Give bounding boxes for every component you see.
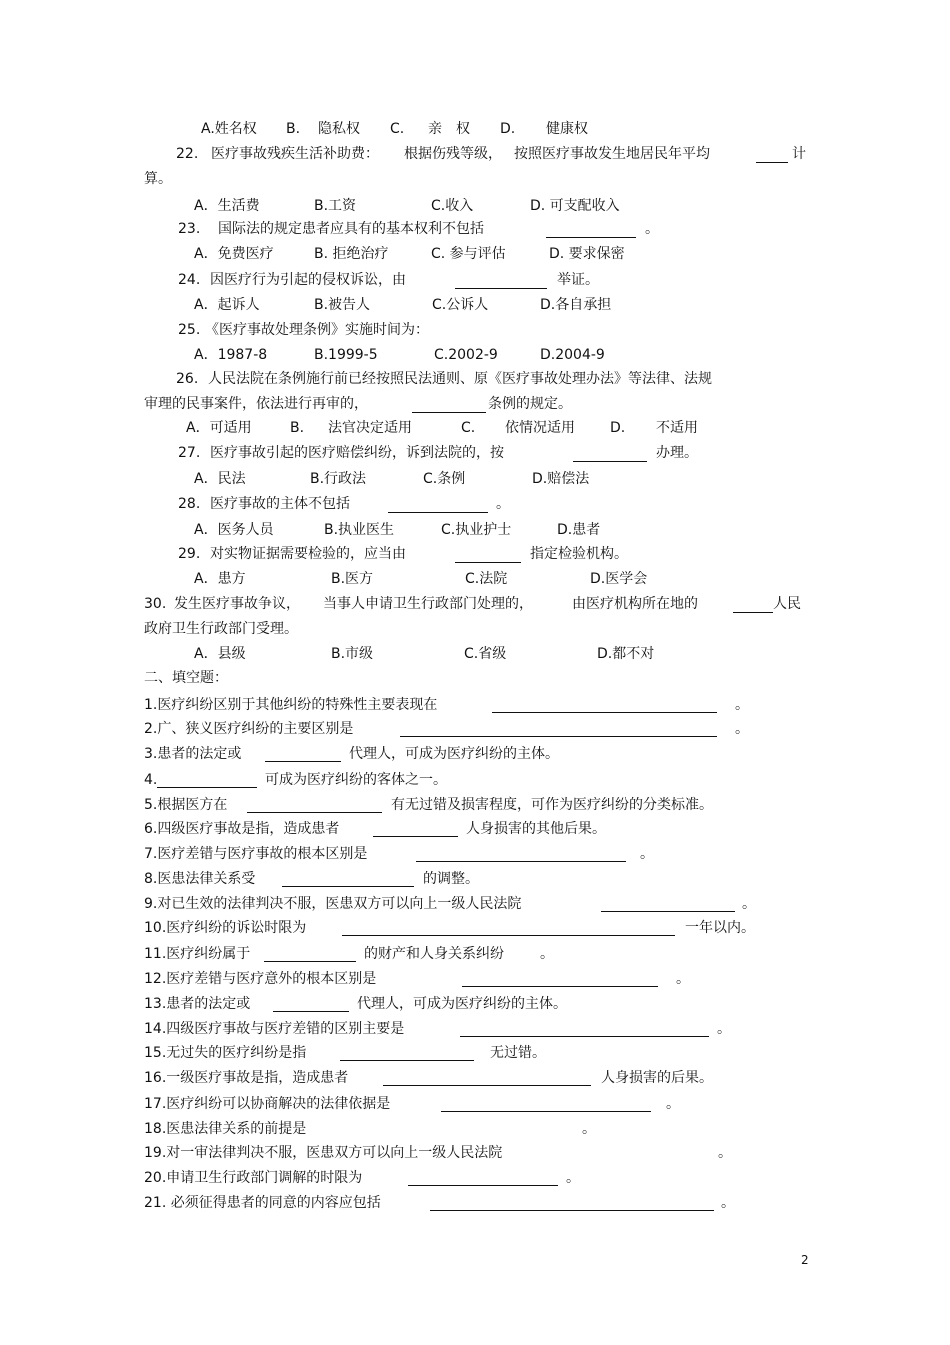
q25-option-b: B.1999-5 bbox=[314, 347, 378, 363]
q28-blank bbox=[388, 512, 488, 513]
q30-option-c: C.省级 bbox=[464, 646, 507, 662]
q28-option-b: B.执业医生 bbox=[324, 522, 395, 538]
fill-12-blank bbox=[462, 986, 658, 987]
fill-17-text: 17.医疗纠纷可以协商解决的法律依据是 bbox=[144, 1096, 391, 1112]
q26-option-d: 不适用 bbox=[656, 420, 698, 436]
q21-option-a: A.姓名权 bbox=[201, 121, 257, 137]
q27-option-b: B.行政法 bbox=[310, 471, 367, 487]
fill-21-text: 21. 必须征得患者的同意的内容应包括 bbox=[144, 1195, 381, 1211]
q25-text: 《医疗事故处理条例》实施时间为： bbox=[205, 322, 429, 338]
q28-option-a: A．医务人员 bbox=[194, 522, 274, 538]
q24-blank bbox=[455, 288, 547, 289]
q22-blank bbox=[756, 162, 788, 163]
fill-10-end: 一年以内。 bbox=[685, 920, 755, 936]
fill-7-blank bbox=[416, 861, 626, 862]
fill-10-blank bbox=[342, 935, 675, 936]
fill-2-text: 2.广、狭义医疗纠纷的主要区别是 bbox=[144, 721, 354, 737]
q21-option-d-label: D. bbox=[500, 121, 516, 137]
fill-13-blank bbox=[273, 1011, 349, 1012]
fill-21-blank bbox=[430, 1210, 714, 1211]
q29-end: 指定检验机构。 bbox=[530, 546, 628, 562]
q30-text-c: 由医疗机构所在地的 bbox=[572, 596, 698, 612]
q23-option-a: A．免费医疗 bbox=[194, 246, 274, 262]
q28-end: 。 bbox=[496, 496, 510, 512]
q30-text-d: 人民 bbox=[773, 596, 801, 612]
q30-number: 30. bbox=[144, 596, 167, 612]
q26-option-b-label: B. bbox=[290, 420, 305, 436]
q23-option-b: B. 拒绝治疗 bbox=[314, 246, 389, 262]
fill-6-text: 6.四级医疗事故是指，造成患者 bbox=[144, 821, 340, 837]
q22-text-b: 根据伤残等级， bbox=[404, 146, 502, 162]
q29-option-d: D.医学会 bbox=[590, 571, 648, 587]
fill-16-text: 16.一级医疗事故是指，造成患者 bbox=[144, 1070, 349, 1086]
fill-19-text: 19.对一审法律判决不服，医患双方可以向上一级人民法院 bbox=[144, 1145, 503, 1161]
fill-5-end: 有无过错及损害程度，可作为医疗纠纷的分类标准。 bbox=[391, 797, 713, 813]
q26-option-c-label: C. bbox=[461, 420, 476, 436]
fill-10-text: 10.医疗纠纷的诉讼时限为 bbox=[144, 920, 307, 936]
q30-blank bbox=[733, 612, 773, 613]
q27-end: 办理。 bbox=[656, 445, 698, 461]
fill-1-end: 。 bbox=[735, 697, 749, 713]
fill-9-blank bbox=[601, 911, 735, 912]
q23-number: 23. bbox=[178, 221, 201, 237]
q28-option-c: C.执业护士 bbox=[441, 522, 512, 538]
q22-option-b: B.工资 bbox=[314, 198, 357, 214]
fill-15-blank bbox=[340, 1060, 474, 1061]
q22-text-d: 计 bbox=[792, 146, 806, 162]
q28-number: 28. bbox=[178, 496, 201, 512]
fill-20-blank bbox=[408, 1185, 558, 1186]
q29-text: 对实物证据需要检验的，应当由 bbox=[210, 546, 406, 562]
q24-option-a: A．起诉人 bbox=[194, 297, 260, 313]
q28-option-d: D.患者 bbox=[557, 522, 601, 538]
fill-16-end: 人身损害的后果。 bbox=[601, 1070, 713, 1086]
fill-18-end: 。 bbox=[582, 1121, 596, 1137]
q22-text-e: 算。 bbox=[144, 171, 172, 187]
q26-option-c: 依情况适用 bbox=[505, 420, 575, 436]
fill-2-blank bbox=[400, 736, 717, 737]
fill-11-blank bbox=[264, 961, 356, 962]
fill-19-end: 。 bbox=[718, 1145, 732, 1161]
fill-20-end: 。 bbox=[566, 1170, 580, 1186]
fill-3-blank bbox=[265, 761, 341, 762]
q24-option-d: D.各自承担 bbox=[540, 297, 612, 313]
q26-option-a: A．可适用 bbox=[186, 420, 252, 436]
fill-8-end: 的调整。 bbox=[423, 871, 479, 887]
q21-option-b-label: B. bbox=[286, 121, 301, 137]
q26-text-b: 审理的民事案件，依法进行再审的， bbox=[144, 396, 368, 412]
fill-14-text: 14.四级医疗事故与医疗差错的区别主要是 bbox=[144, 1021, 405, 1037]
fill-4-blank bbox=[157, 787, 257, 788]
page-number: 2 bbox=[801, 1253, 809, 1267]
fill-1-blank bbox=[492, 712, 717, 713]
fill-11-end2: 。 bbox=[540, 946, 554, 962]
q27-option-a: A．民法 bbox=[194, 471, 246, 487]
fill-17-blank bbox=[441, 1111, 651, 1112]
q30-text-b: 当事人申请卫生行政部门处理的， bbox=[323, 596, 533, 612]
q26-text-c: 条例的规定。 bbox=[488, 396, 572, 412]
q22-text-c: 按照医疗事故发生地居民年平均 bbox=[514, 146, 710, 162]
q26-option-d-label: D. bbox=[610, 420, 626, 436]
fill-3-text: 3.患者的法定或 bbox=[144, 746, 242, 762]
fill-11-end: 的财产和人身关系纠纷 bbox=[364, 946, 504, 962]
q27-number: 27. bbox=[178, 445, 201, 461]
fill-4-text: 4. bbox=[144, 772, 158, 788]
q24-option-b: B.被告人 bbox=[314, 297, 371, 313]
fill-15-end: 无过错。 bbox=[490, 1045, 546, 1061]
q28-text: 医疗事故的主体不包括 bbox=[210, 496, 350, 512]
q22-option-d: D. 可支配收入 bbox=[530, 198, 620, 214]
fill-16-blank bbox=[383, 1085, 591, 1086]
q22-text-a: 医疗事故残疾生活补助费： bbox=[211, 146, 379, 162]
fill-4-end: 可成为医疗纠纷的客体之一。 bbox=[265, 772, 447, 788]
fill-8-text: 8.医患法律关系受 bbox=[144, 871, 256, 887]
fill-13-text: 13.患者的法定或 bbox=[144, 996, 251, 1012]
fill-6-blank bbox=[373, 836, 458, 837]
q27-option-c: C.条例 bbox=[423, 471, 466, 487]
fill-18-text: 18.医患法律关系的前提是 bbox=[144, 1121, 307, 1137]
q27-blank bbox=[573, 461, 647, 462]
fill-12-text: 12.医疗差错与医疗意外的根本区别是 bbox=[144, 971, 377, 987]
fill-15-text: 15.无过失的医疗纠纷是指 bbox=[144, 1045, 307, 1061]
fill-7-end: 。 bbox=[640, 846, 654, 862]
q24-end: 举证。 bbox=[557, 272, 599, 288]
fill-12-end: 。 bbox=[676, 971, 690, 987]
q24-option-c: C.公诉人 bbox=[432, 297, 489, 313]
q30-text-a: 发生医疗事故争议， bbox=[174, 596, 300, 612]
q21-option-b: 隐私权 bbox=[318, 121, 360, 137]
section-heading-fill-in: 二、填空题： bbox=[144, 670, 228, 686]
q29-option-a: A．患方 bbox=[194, 571, 246, 587]
q23-option-c: C. 参与评估 bbox=[431, 246, 506, 262]
fill-6-end: 人身损害的其他后果。 bbox=[466, 821, 606, 837]
fill-9-end: 。 bbox=[742, 896, 756, 912]
fill-11-text: 11.医疗纠纷属于 bbox=[144, 946, 251, 962]
q27-option-d: D.赔偿法 bbox=[532, 471, 590, 487]
q23-text: 国际法的规定患者应具有的基本权利不包括 bbox=[218, 221, 484, 237]
q30-option-d: D.都不对 bbox=[597, 646, 655, 662]
q21-option-c: 亲 权 bbox=[428, 121, 470, 137]
q26-number: 26. bbox=[176, 371, 199, 387]
fill-8-blank bbox=[282, 886, 414, 887]
q30-option-b: B.市级 bbox=[331, 646, 374, 662]
q24-text: 因医疗行为引起的侵权诉讼，由 bbox=[210, 272, 406, 288]
q30-text-e: 政府卫生行政部门受理。 bbox=[144, 621, 298, 637]
q29-option-b: B.医方 bbox=[331, 571, 374, 587]
fill-14-blank bbox=[460, 1036, 709, 1037]
fill-2-end: 。 bbox=[735, 721, 749, 737]
fill-9-text: 9.对已生效的法律判决不服，医患双方可以向上一级人民法院 bbox=[144, 896, 522, 912]
q23-blank bbox=[546, 237, 636, 238]
q25-option-a: A．1987-8 bbox=[194, 347, 268, 363]
q23-option-d: D. 要求保密 bbox=[549, 246, 625, 262]
fill-3-end: 代理人，可成为医疗纠纷的主体。 bbox=[349, 746, 559, 762]
q21-option-d: 健康权 bbox=[546, 121, 588, 137]
fill-13-end: 代理人，可成为医疗纠纷的主体。 bbox=[357, 996, 567, 1012]
q29-blank bbox=[455, 562, 521, 563]
q25-number: 25. bbox=[178, 322, 201, 338]
q26-blank bbox=[412, 412, 486, 413]
q23-end: 。 bbox=[645, 221, 659, 237]
q29-option-c: C.法院 bbox=[465, 571, 508, 587]
fill-5-blank bbox=[247, 812, 382, 813]
q22-number: 22. bbox=[176, 146, 199, 162]
fill-14-end: 。 bbox=[717, 1021, 731, 1037]
q25-option-c: C.2002-9 bbox=[434, 347, 498, 363]
q21-option-c-label: C. bbox=[390, 121, 405, 137]
fill-1-text: 1.医疗纠纷区别于其他纠纷的特殊性主要表现在 bbox=[144, 697, 438, 713]
fill-7-text: 7.医疗差错与医疗事故的根本区别是 bbox=[144, 846, 368, 862]
q25-option-d: D.2004-9 bbox=[540, 347, 605, 363]
q22-option-a: A．生活费 bbox=[194, 198, 260, 214]
q29-number: 29. bbox=[178, 546, 201, 562]
q26-option-b: 法官决定适用 bbox=[328, 420, 412, 436]
q24-number: 24. bbox=[178, 272, 201, 288]
q27-text: 医疗事故引起的医疗赔偿纠纷，诉到法院的，按 bbox=[210, 445, 504, 461]
fill-20-text: 20.申请卫生行政部门调解的时限为 bbox=[144, 1170, 363, 1186]
q30-option-a: A．县级 bbox=[194, 646, 246, 662]
q22-option-c: C.收入 bbox=[431, 198, 474, 214]
fill-17-end: 。 bbox=[666, 1096, 680, 1112]
fill-5-text: 5.根据医方在 bbox=[144, 797, 228, 813]
fill-21-end: 。 bbox=[721, 1195, 735, 1211]
q26-text-a: 人民法院在条例施行前已经按照民法通则、原《医疗事故处理办法》等法律、法规 bbox=[208, 371, 712, 387]
